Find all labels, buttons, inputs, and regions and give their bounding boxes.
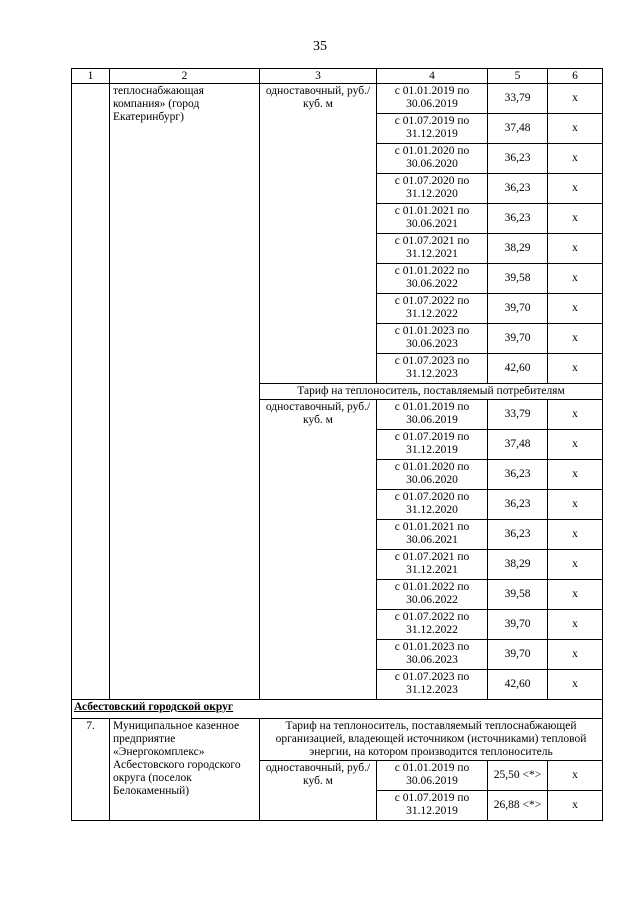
tariff-value-cell: 42,60 xyxy=(488,354,548,384)
tariff-value-cell: 36,23 xyxy=(488,144,548,174)
tariff-value-cell: 36,23 xyxy=(488,490,548,520)
period-cell: с 01.01.2022 по 30.06.2022 xyxy=(377,580,488,610)
period-cell: с 01.07.2020 по 31.12.2020 xyxy=(377,174,488,204)
mark-cell: x xyxy=(548,174,603,204)
tariff-value-cell: 37,48 xyxy=(488,114,548,144)
mark-cell: x xyxy=(548,550,603,580)
mark-cell: x xyxy=(548,610,603,640)
period-cell: с 01.01.2022 по 30.06.2022 xyxy=(377,264,488,294)
tariff-value-cell: 39,70 xyxy=(488,610,548,640)
tariff-value-cell: 38,29 xyxy=(488,550,548,580)
mark-cell: x xyxy=(548,324,603,354)
mark-cell: x xyxy=(548,400,603,430)
period-cell: с 01.01.2019 по 30.06.2019 xyxy=(377,84,488,114)
tariff-row xyxy=(72,84,603,114)
period-cell: с 01.01.2023 по 30.06.2023 xyxy=(377,324,488,354)
mark-cell: x xyxy=(548,490,603,520)
mark-cell: x xyxy=(548,144,603,174)
rate-type-cell: одноставочный, руб./куб. м xyxy=(260,761,377,821)
period-cell: с 01.01.2023 по 30.06.2023 xyxy=(377,640,488,670)
column-number: 2 xyxy=(110,69,260,84)
num-cell xyxy=(72,84,110,700)
tariff-value-cell: 39,58 xyxy=(488,580,548,610)
period-cell: с 01.01.2021 по 30.06.2021 xyxy=(377,204,488,234)
period-cell: с 01.01.2020 по 30.06.2020 xyxy=(377,144,488,174)
mark-cell: x xyxy=(548,84,603,114)
tariff-value-cell: 39,70 xyxy=(488,324,548,354)
period-cell: с 01.01.2019 по 30.06.2019 xyxy=(377,400,488,430)
tariff-value-cell: 36,23 xyxy=(488,174,548,204)
tariff-subheading: Тариф на теплоноситель, поставляемый потребителям xyxy=(260,384,603,400)
tariff-value-cell: 33,79 xyxy=(488,84,548,114)
section-row xyxy=(72,700,603,719)
period-cell: с 01.07.2023 по 31.12.2023 xyxy=(377,354,488,384)
column-number: 6 xyxy=(548,69,603,84)
mark-cell: x xyxy=(548,354,603,384)
column-number: 4 xyxy=(377,69,488,84)
tariff-subheading: Тариф на теплоноситель, поставляемый теплоснабжающей организацией, владеющей источником (источниками) тепловой энергии, на котором производится теплоноситель xyxy=(260,719,603,761)
mark-cell: x xyxy=(548,460,603,490)
section-title: Асбестовский городской округ xyxy=(72,700,603,719)
mark-cell: x xyxy=(548,430,603,460)
period-cell: с 01.07.2023 по 31.12.2023 xyxy=(377,670,488,700)
tariff-value-cell: 37,48 xyxy=(488,430,548,460)
period-cell: с 01.07.2020 по 31.12.2020 xyxy=(377,490,488,520)
mark-cell: x xyxy=(548,791,603,821)
rate-type-cell: одноставочный, руб./куб. м xyxy=(260,400,377,700)
tariff-value-cell: 26,88 <*> xyxy=(488,791,548,821)
mark-cell: x xyxy=(548,234,603,264)
period-cell: с 01.07.2022 по 31.12.2022 xyxy=(377,610,488,640)
tariff-value-cell: 36,23 xyxy=(488,460,548,490)
period-cell: с 01.07.2021 по 31.12.2021 xyxy=(377,234,488,264)
period-cell: с 01.01.2021 по 30.06.2021 xyxy=(377,520,488,550)
mark-cell: x xyxy=(548,264,603,294)
column-number: 3 xyxy=(260,69,377,84)
period-cell: с 01.07.2019 по 31.12.2019 xyxy=(377,430,488,460)
organization-cell: Муниципальное казенное предприятие «Энергокомплекс» Асбестовского городского округа (поселок Белокаменный) xyxy=(110,719,260,821)
column-number: 1 xyxy=(72,69,110,84)
column-number-row xyxy=(72,69,603,84)
tariff-value-cell: 25,50 <*> xyxy=(488,761,548,791)
mark-cell: x xyxy=(548,670,603,700)
mark-cell: x xyxy=(548,640,603,670)
subheading-row xyxy=(72,719,603,761)
mark-cell: x xyxy=(548,114,603,144)
rate-type-cell: одноставочный, руб./куб. м xyxy=(260,84,377,384)
tariff-value-cell: 38,29 xyxy=(488,234,548,264)
period-cell: с 01.01.2019 по 30.06.2019 xyxy=(377,761,488,791)
tariff-value-cell: 36,23 xyxy=(488,520,548,550)
tariff-value-cell: 39,58 xyxy=(488,264,548,294)
period-cell: с 01.01.2020 по 30.06.2020 xyxy=(377,460,488,490)
period-cell: с 01.07.2019 по 31.12.2019 xyxy=(377,791,488,821)
mark-cell: x xyxy=(548,204,603,234)
mark-cell: x xyxy=(548,761,603,791)
tariff-value-cell: 39,70 xyxy=(488,640,548,670)
row-number: 7. xyxy=(72,719,110,821)
mark-cell: x xyxy=(548,580,603,610)
tariff-value-cell: 33,79 xyxy=(488,400,548,430)
column-number: 5 xyxy=(488,69,548,84)
period-cell: с 01.07.2022 по 31.12.2022 xyxy=(377,294,488,324)
period-cell: с 01.07.2019 по 31.12.2019 xyxy=(377,114,488,144)
tariff-value-cell: 39,70 xyxy=(488,294,548,324)
mark-cell: x xyxy=(548,294,603,324)
organization-cell: теплоснабжающая компания» (город Екатеринбург) xyxy=(110,84,260,700)
page-number: 35 xyxy=(313,39,327,54)
tariff-value-cell: 42,60 xyxy=(488,670,548,700)
tariff-table xyxy=(71,68,603,821)
mark-cell: x xyxy=(548,520,603,550)
period-cell: с 01.07.2021 по 31.12.2021 xyxy=(377,550,488,580)
tariff-value-cell: 36,23 xyxy=(488,204,548,234)
